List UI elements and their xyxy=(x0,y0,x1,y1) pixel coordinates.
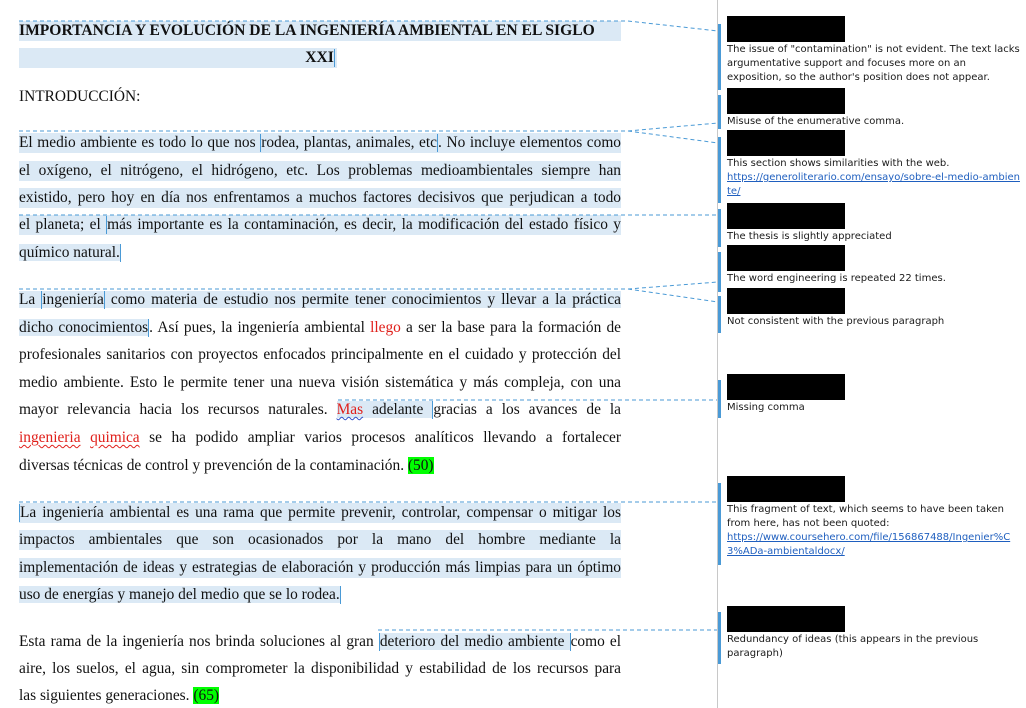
comment-bar xyxy=(718,209,721,247)
comment-author-redacted xyxy=(727,16,845,42)
comment-author-redacted xyxy=(727,606,845,632)
comment-author-redacted xyxy=(727,374,845,400)
comment-author-redacted xyxy=(727,288,845,314)
p1-line-4: el planeta; el más importante es la contaminación, es decir, la modificación del estado físico y xyxy=(19,216,621,233)
comment-bar xyxy=(718,612,721,664)
error-word-ingenieria: ingenieria xyxy=(19,429,81,446)
error-word-mas: Mas xyxy=(336,401,364,418)
error-word-llego: llego xyxy=(370,319,401,336)
comment-3[interactable] xyxy=(727,130,1023,199)
comment-4[interactable] xyxy=(727,203,1023,244)
comment-link[interactable]: https://generoliterario.com/ensayo/sobre-el-medio-ambiente/ xyxy=(727,172,1020,197)
p2-line-7: diversas técnicas de control y prevención de la contaminación. (50) xyxy=(19,457,434,474)
p2-line-4: medio ambiente. Esto le permite tener una nueva visión sistemática y más compleja, con una xyxy=(19,374,621,391)
title-line-1: IMPORTANCIA Y EVOLUCIÓN DE LA INGENIERÍA AMBIENTAL EN EL SIGLO xyxy=(19,22,595,39)
comment-9[interactable] xyxy=(727,606,1023,661)
comment-8[interactable] xyxy=(727,476,1023,559)
comment-5[interactable] xyxy=(727,245,1023,286)
p3-line-3: implementación de ideas y estrategias de elaboración y producción más limpias para un óptimo xyxy=(19,559,621,576)
comment-author-redacted xyxy=(727,88,845,114)
score-badge: (50) xyxy=(407,457,434,474)
p4-line-1: Esta rama de la ingeniería nos brinda soluciones al gran deterioro del medio ambiente como el xyxy=(19,633,622,650)
intro-heading: INTRODUCCIÓN: xyxy=(19,88,141,105)
comment-author-redacted xyxy=(727,245,845,271)
comment-6[interactable] xyxy=(727,288,1023,329)
comment-link[interactable]: https://www.coursehero.com/file/156867488/Ingenier%C3%ADa-ambientaldocx/ xyxy=(727,532,1011,557)
p1-line-3: existido, pero hoy en día nos enfrentamos a muchos factores decisivos que perjudican a todo xyxy=(19,189,621,206)
p3-line-2: impactos ambientales que son ocasionados por la mano del hombre mediante la xyxy=(19,531,621,548)
comment-text: Not consistent with the previous paragraph xyxy=(727,316,945,327)
p1-line-1: El medio ambiente es todo lo que nos rodea, plantas, animales, etc. No incluye elementos como xyxy=(19,134,621,151)
comment-text: The word engineering is repeated 22 times. xyxy=(727,273,946,284)
p2-line-6: ingenieria quimica se ha podido ampliar varios procesos analíticos llevando a fortalecer xyxy=(19,429,621,446)
comment-bar xyxy=(718,483,721,565)
comment-bar xyxy=(718,252,721,292)
p2-line-2: dicho conocimientos. Así pues, la ingeniería ambiental llego a ser la base para la formación de xyxy=(19,319,621,336)
title-line-2: XXI xyxy=(305,49,334,66)
comment-1[interactable] xyxy=(727,16,1023,85)
comment-2[interactable] xyxy=(727,88,1023,129)
p3-line-4: uso de energías y manejo del medio que se lo rodea. xyxy=(19,586,340,603)
comment-text: This fragment of text, which seems to have been taken from here, has not been quoted: xyxy=(727,504,1004,529)
comment-text: Misuse of the enumerative comma. xyxy=(727,116,905,127)
comments-pane xyxy=(718,0,1026,708)
p1-line-2: el oxígeno, el nitrógeno, el hidrógeno, etc. Los problemas medioambientales siempre han xyxy=(19,162,621,179)
p4-line-3: las siguientes generaciones. (65) xyxy=(19,687,220,704)
comment-author-redacted xyxy=(727,476,845,502)
comment-text: This section shows similarities with the web. xyxy=(727,158,950,169)
comment-bar xyxy=(718,24,721,90)
p1-line-5: químico natural. xyxy=(19,244,120,261)
comment-text: The thesis is slightly appreciated xyxy=(727,231,892,242)
p2-line-3: profesionales sanitarios con proyectos enfocados principalmente en el cuidado y protección del xyxy=(19,346,621,363)
comment-text: The issue of "contamination" is not evident. The text lacks argumentative support and focuses more on an exposition, so the author's position does not appear. xyxy=(727,44,1020,83)
comment-text: Missing comma xyxy=(727,402,805,413)
p2-line-1: La ingeniería como materia de estudio nos permite tener conocimientos y llevar a la práctica xyxy=(19,291,621,308)
comment-author-redacted xyxy=(727,130,845,156)
p4-line-2: aire, los suelos, el agua, sin comprometer la disponibilidad y estabilidad de los recursos para xyxy=(19,660,621,677)
error-word-quimica: quimica xyxy=(90,429,140,446)
comment-bar xyxy=(718,95,721,129)
p2-line-5: mayor relevancia hacia los recursos naturales. Mas adelante gracias a los avances de la xyxy=(19,401,621,418)
score-badge: (65) xyxy=(193,687,220,704)
comment-author-redacted xyxy=(727,203,845,229)
comment-bar xyxy=(718,380,721,418)
p3-line-1: La ingeniería ambiental es una rama que permite prevenir, controlar, compensar o mitigar los xyxy=(20,504,621,521)
comment-7[interactable] xyxy=(727,374,1023,415)
comment-text: Redundancy of ideas (this appears in the previous paragraph) xyxy=(727,634,979,659)
comment-bar xyxy=(718,137,721,203)
comment-bar xyxy=(718,296,721,333)
